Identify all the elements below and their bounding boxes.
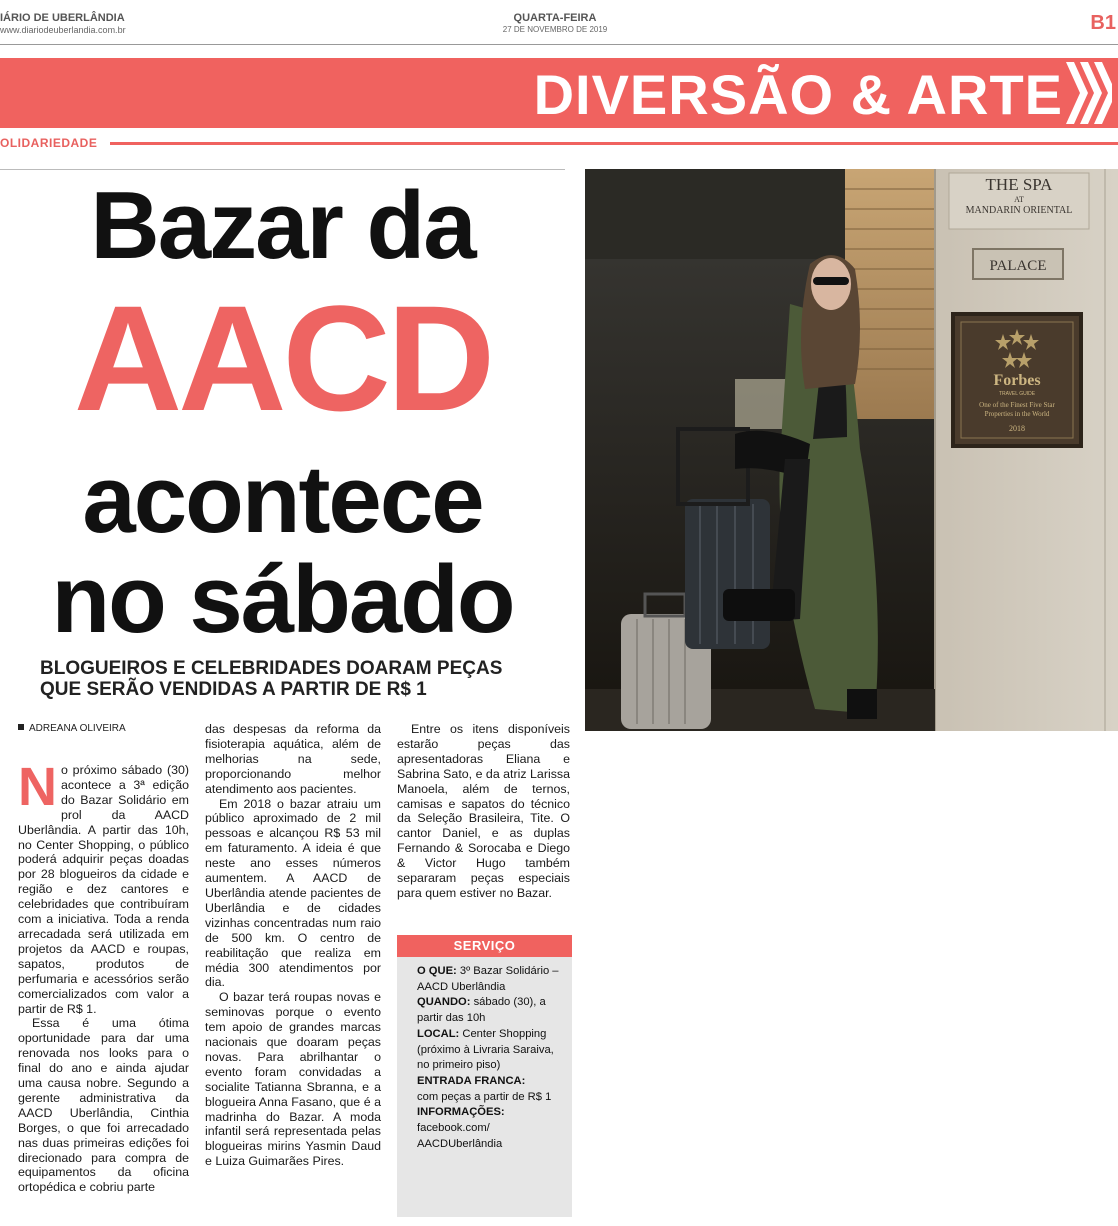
article-paragraph: das despesas da reforma da fisioterapia aquática, além de melhorias na sede, proporcionando melhor atendimento aos pacientes. [205, 722, 381, 796]
spa-sign-at: AT [1014, 195, 1024, 204]
palace-sign: PALACE [989, 258, 1047, 274]
section-kicker: OLIDARIEDADE [0, 136, 98, 150]
newspaper-name: IÁRIO DE UBERLÂNDIA [0, 12, 125, 24]
plaque-year: 2018 [1009, 424, 1025, 433]
article-paragraph: o próximo sábado (30) acontece a 3ª edição do Bazar Solidário em prol da AACD Uberlândia. A partir das 10h, no Center Shopping, o público poderá adquirir peças doadas por 28 blogueiros da cidade e região e dez cantores e celebridades que contribuíram com a iniciativa. Toda a renda arrecadada será utilizada em projetos da AACD e roupas, sapatos, produtos de perfumaria e acessórios serão comercializados com valor a partir de R$ 1. [18, 763, 189, 1016]
article-column-1 [18, 757, 189, 1195]
service-what: O QUE: 3º Bazar Solidário – AACD Uberlândia [417, 965, 559, 993]
service-when: QUANDO: sábado (30), a partir das 10h [417, 996, 546, 1025]
spa-sign-text: THE SPA [985, 175, 1053, 194]
kicker-rule [110, 142, 1118, 145]
article-column-3 [397, 722, 570, 901]
article-paragraph: Entre os itens disponíveis estarão peças das apresentadoras Eliana e Sabrina Sato, e da atriz Larissa Manoela, além de ternos, camisas e sapatos do técnico da Seleção Brasileira, Tite. O cantor Daniel, e as duplas Fernando & Sorocaba e Diego & Victor Hugo também separaram peças especiais para quem estiver no Bazar. [397, 722, 570, 900]
headline-rule [0, 169, 565, 170]
photo-illustration [585, 169, 1118, 731]
banner-stripes-icon [1066, 62, 1112, 124]
subheadline-line-2: QUE SERÃO VENDIDAS A PARTIR DE R$ 1 [40, 679, 427, 700]
subheadline-line-1: BLOGUEIROS E CELEBRIDADES DOARAM PEÇAS [40, 658, 503, 679]
issue-weekday: QUARTA-FEIRA [513, 12, 597, 24]
headline-line-3: acontece [82, 446, 483, 553]
forbes-sub: TRAVEL GUIDE [998, 391, 1036, 397]
page-number: B1 [1090, 12, 1116, 34]
byline-square-icon [18, 724, 24, 730]
service-details [397, 957, 572, 1152]
plaque-text-1: One of the Finest Five Star [979, 401, 1055, 409]
forbes-logo: Forbes [993, 372, 1041, 389]
facebook-link[interactable]: facebook.com/ AACDUberlândia [417, 1122, 503, 1150]
service-box [397, 935, 572, 1217]
section-banner [0, 58, 1118, 128]
headline-line-1: Bazar da [90, 172, 475, 279]
section-title: DIVERSÃO & ARTE [533, 63, 1063, 126]
headline-line-2: AACD [73, 274, 492, 442]
subheadline [40, 658, 560, 700]
plaque-text-2: Properties in the World [984, 410, 1050, 418]
article-paragraph: O bazar terá roupas novas e seminovas porque o evento tem apoio de grandes marcas nacionais que doaram peças novas. Para abrilhantar o evento foram convidadas a socialite Tatianna Sbranna, e a blogueira Anna Fasano, que é a madrinha do Bazar. A moda infantil será representada pelas blogueiras mirins Yasmin Daud e Luiza Guimarães Pires. [205, 990, 381, 1169]
newspaper-url[interactable]: www.diariodeuberlandia.com.br [0, 25, 126, 35]
service-place: LOCAL: Center Shopping (próximo à Livraria Saraiva, no primeiro piso) [417, 1027, 554, 1072]
byline [18, 723, 126, 734]
issue-date: 27 DE NOVEMBRO DE 2019 [502, 25, 608, 34]
drop-cap: N [18, 757, 57, 817]
article-column-2 [205, 722, 381, 1169]
service-title: SERVIÇO [397, 935, 572, 957]
masthead [0, 0, 1118, 44]
service-info: INFORMAÇÕES: facebook.com/ AACDUberlândia [417, 1106, 505, 1150]
header-divider [0, 44, 1118, 45]
headline-line-4: no sábado [51, 546, 514, 653]
service-entry: ENTRADA FRANCA: com peças a partir de R$ 1 [417, 1074, 552, 1103]
author-name: ADREANA OLIVEIRA [29, 723, 126, 734]
article-photo [585, 169, 1118, 731]
spa-sign-brand: MANDARIN ORIENTAL [965, 205, 1073, 216]
article-paragraph: Em 2018 o bazar atraiu um público aproximado de 2 mil pessoas e alcançou R$ 53 mil em faturamento. A ideia é que neste ano esses números aumentem. A AACD de Uberlândia atende pacientes de Uberlândia e de cidades vizinhas concentradas num raio de 500 km. O centro de reabilitação que realiza em média 300 atendimentos por dia. [205, 796, 381, 990]
article-paragraph: Essa é uma ótima oportunidade para dar uma renovada nos looks para o final do ano e ainda ajudar uma causa nobre. Segundo a gerente administrativa da AACD Uberlândia, Cinthia Borges, o que foi arrecadado nas duas primeiras edições foi direcionado para compra de equipamentos da oficina ortopédica e cobriu parte [18, 1016, 189, 1195]
